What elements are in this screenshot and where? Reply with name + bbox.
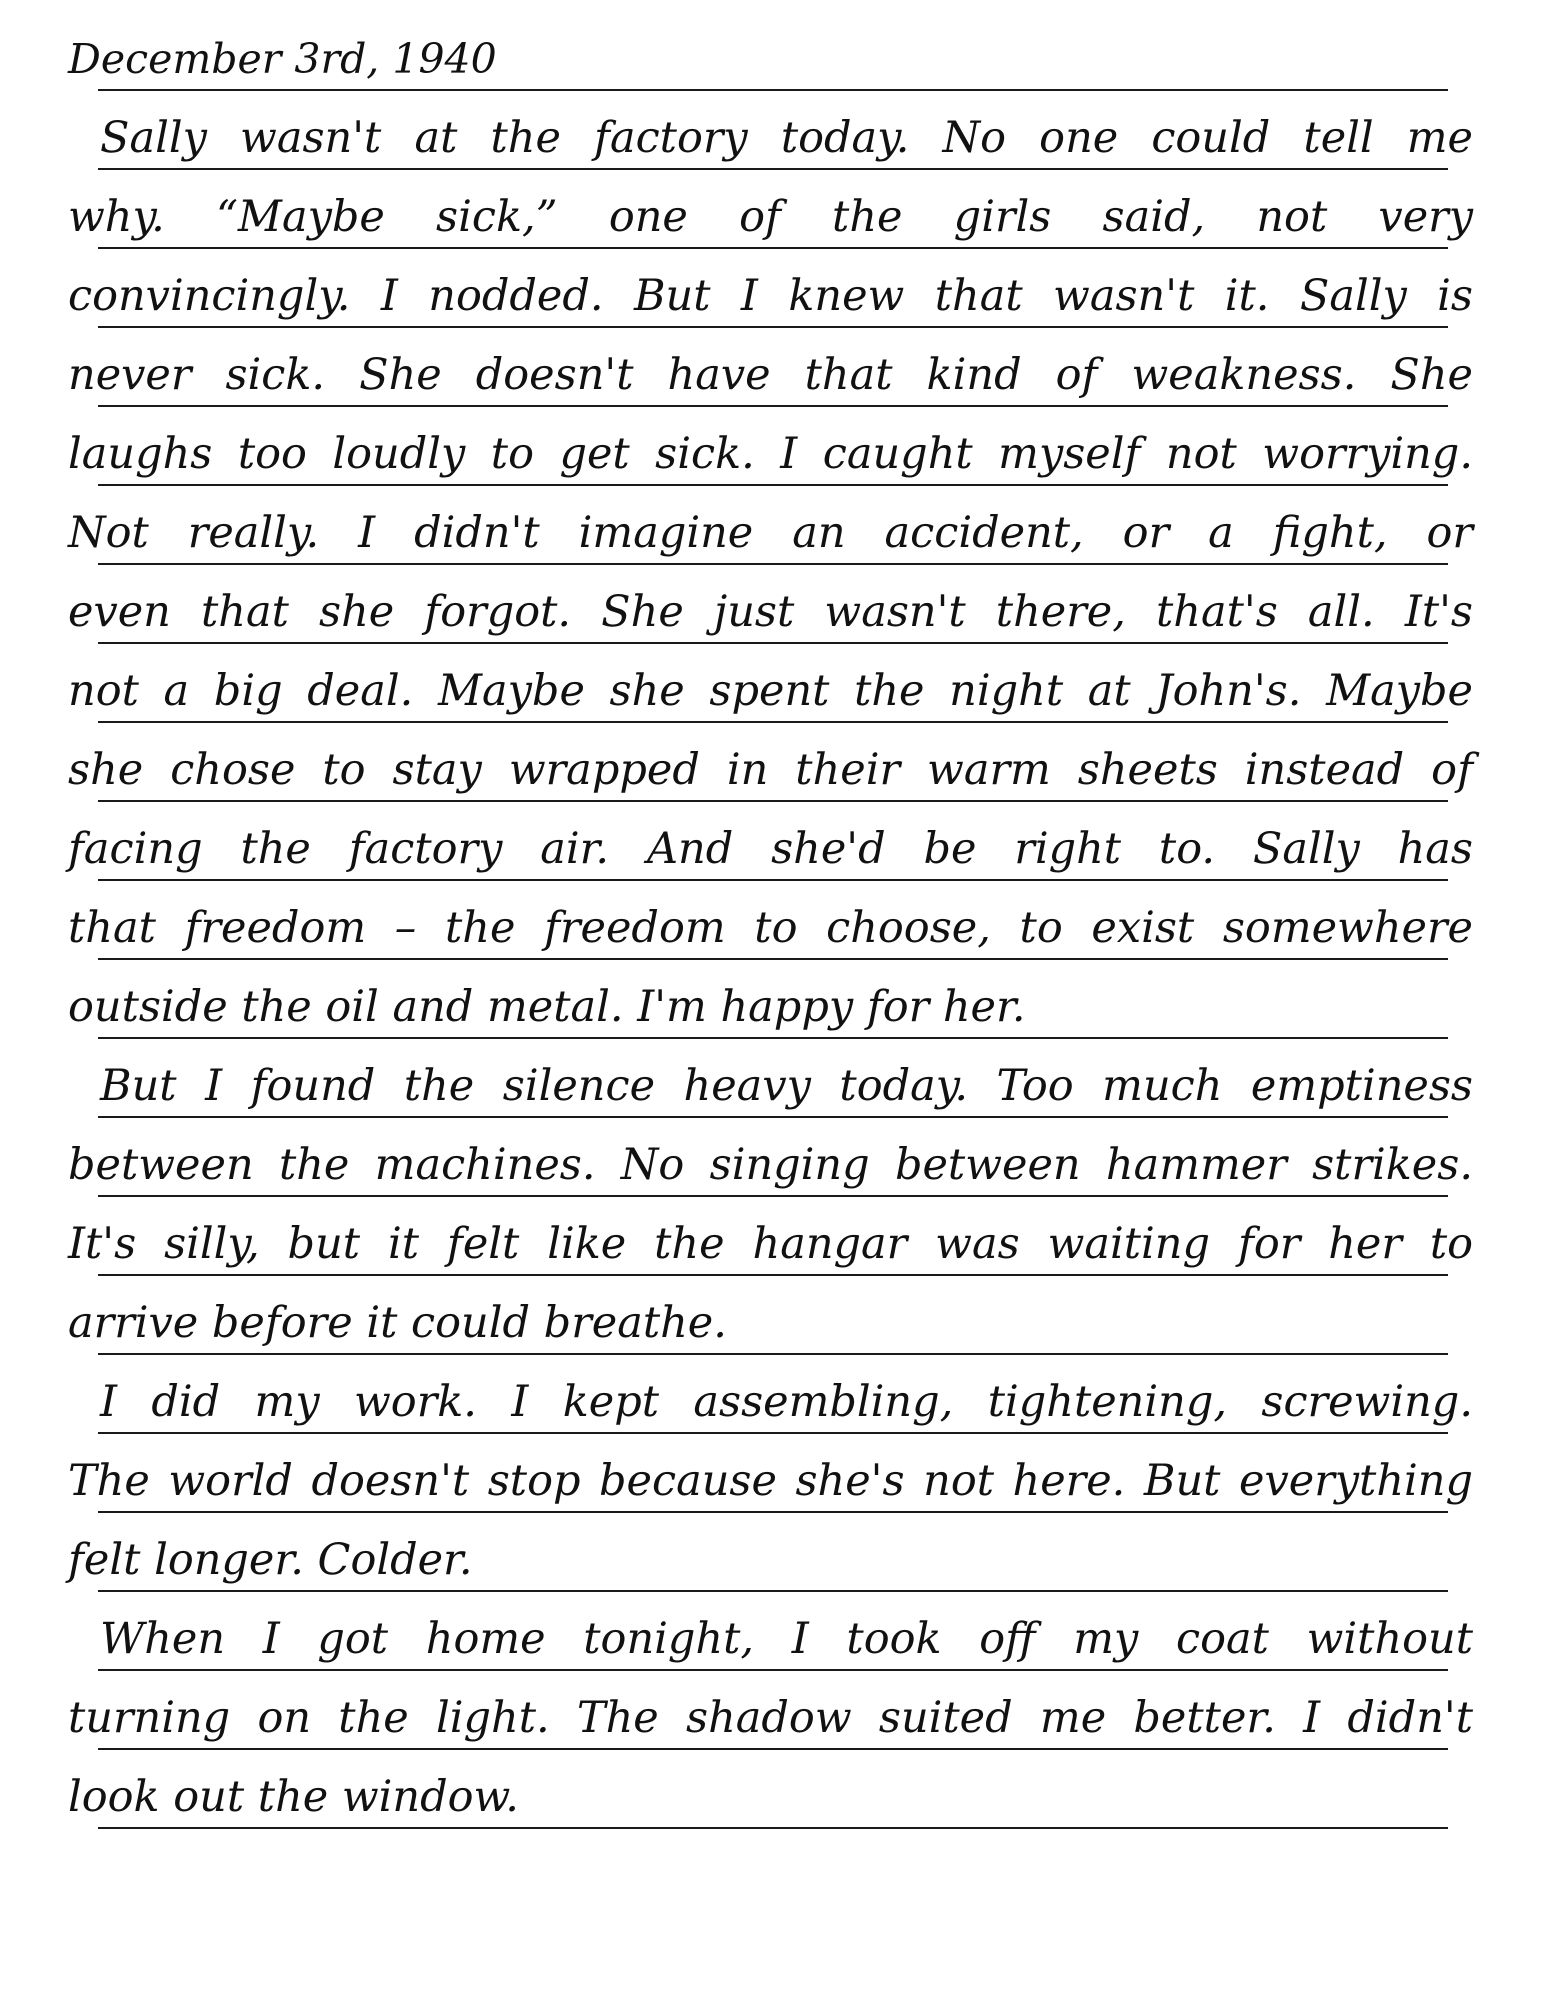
- line-text: outside the oil and metal. I'm happy for her.: [68, 982, 1026, 1032]
- line-text: between the machines. No singing between hammer strikes.: [68, 1140, 1473, 1190]
- text-line: [0, 810, 1545, 889]
- text-line: [0, 652, 1545, 731]
- line-text: felt longer. Colder.: [68, 1535, 473, 1585]
- ruled-line: [98, 89, 1448, 91]
- ruled-line: [98, 1274, 1448, 1276]
- line-text: she chose to stay wrapped in their warm sheets instead of: [68, 745, 1473, 795]
- line-text: The world doesn't stop because she's not here. But everything: [68, 1456, 1473, 1506]
- ruled-line: [98, 563, 1448, 565]
- ruled-line: [98, 800, 1448, 802]
- line-text: facing the factory air. And she'd be right to. Sally has: [68, 824, 1473, 874]
- ruled-line: [98, 879, 1448, 881]
- ruled-line: [98, 1195, 1448, 1197]
- ruled-line: [98, 168, 1448, 170]
- line-text: convincingly. I nodded. But I knew that wasn't it. Sally is: [68, 271, 1473, 321]
- line-text: arrive before it could breathe.: [68, 1298, 727, 1348]
- line-text: why. “Maybe sick,” one of the girls said, not very: [68, 192, 1473, 242]
- ruled-line: [98, 1432, 1448, 1434]
- ruled-line: [98, 405, 1448, 407]
- text-line: [0, 889, 1545, 968]
- line-text: Not really. I didn't imagine an accident, or a fight, or: [68, 508, 1473, 558]
- text-line: [0, 968, 1545, 1047]
- text-line: [0, 178, 1545, 257]
- line-text: It's silly, but it felt like the hangar was waiting for her to: [68, 1219, 1473, 1269]
- ruled-line: [98, 484, 1448, 486]
- line-text: not a big deal. Maybe she spent the night at John's. Maybe: [68, 666, 1473, 716]
- ruled-line: [98, 1748, 1448, 1750]
- text-line: [0, 1047, 1545, 1126]
- ruled-line: [98, 1590, 1448, 1592]
- ruled-line: [98, 1827, 1448, 1829]
- line-text: I did my work. I kept assembling, tightening, screwing.: [100, 1377, 1473, 1427]
- line-text: laughs too loudly to get sick. I caught myself not worrying.: [68, 429, 1473, 479]
- line-text: But I found the silence heavy today. Too much emptiness: [100, 1061, 1473, 1111]
- text-line: [0, 1758, 1545, 1837]
- text-line: [0, 494, 1545, 573]
- line-text: that freedom – the freedom to choose, to exist somewhere: [68, 903, 1473, 953]
- text-line: [0, 336, 1545, 415]
- entry-date: December 3rd, 1940: [68, 35, 497, 83]
- text-line: [0, 1600, 1545, 1679]
- text-line: [0, 1126, 1545, 1205]
- line-text: look out the window.: [68, 1772, 519, 1822]
- text-line: [0, 1442, 1545, 1521]
- text-line: [0, 1679, 1545, 1758]
- ruled-line: [98, 1116, 1448, 1118]
- text-line: [0, 1284, 1545, 1363]
- text-line: [0, 415, 1545, 494]
- ruled-line: [98, 642, 1448, 644]
- ruled-line: [98, 1511, 1448, 1513]
- ruled-line: [98, 958, 1448, 960]
- line-text: When I got home tonight, I took off my coat without: [100, 1614, 1473, 1664]
- text-line: [0, 1205, 1545, 1284]
- line-text: Sally wasn't at the factory today. No one could tell me: [100, 113, 1473, 163]
- ruled-line: [98, 247, 1448, 249]
- line-text: turning on the light. The shadow suited me better. I didn't: [68, 1693, 1473, 1743]
- ruled-line: [98, 721, 1448, 723]
- text-line: [0, 1521, 1545, 1600]
- text-line: [0, 573, 1545, 652]
- ruled-line: [98, 1037, 1448, 1039]
- text-line: [0, 731, 1545, 810]
- text-line: [0, 1363, 1545, 1442]
- date-line: [0, 20, 1545, 99]
- ruled-line: [98, 1669, 1448, 1671]
- line-text: even that she forgot. She just wasn't there, that's all. It's: [68, 587, 1473, 637]
- ruled-line: [98, 326, 1448, 328]
- ruled-line: [98, 1353, 1448, 1355]
- text-line: [0, 257, 1545, 336]
- line-text: never sick. She doesn't have that kind of weakness. She: [68, 350, 1473, 400]
- text-line: [0, 99, 1545, 178]
